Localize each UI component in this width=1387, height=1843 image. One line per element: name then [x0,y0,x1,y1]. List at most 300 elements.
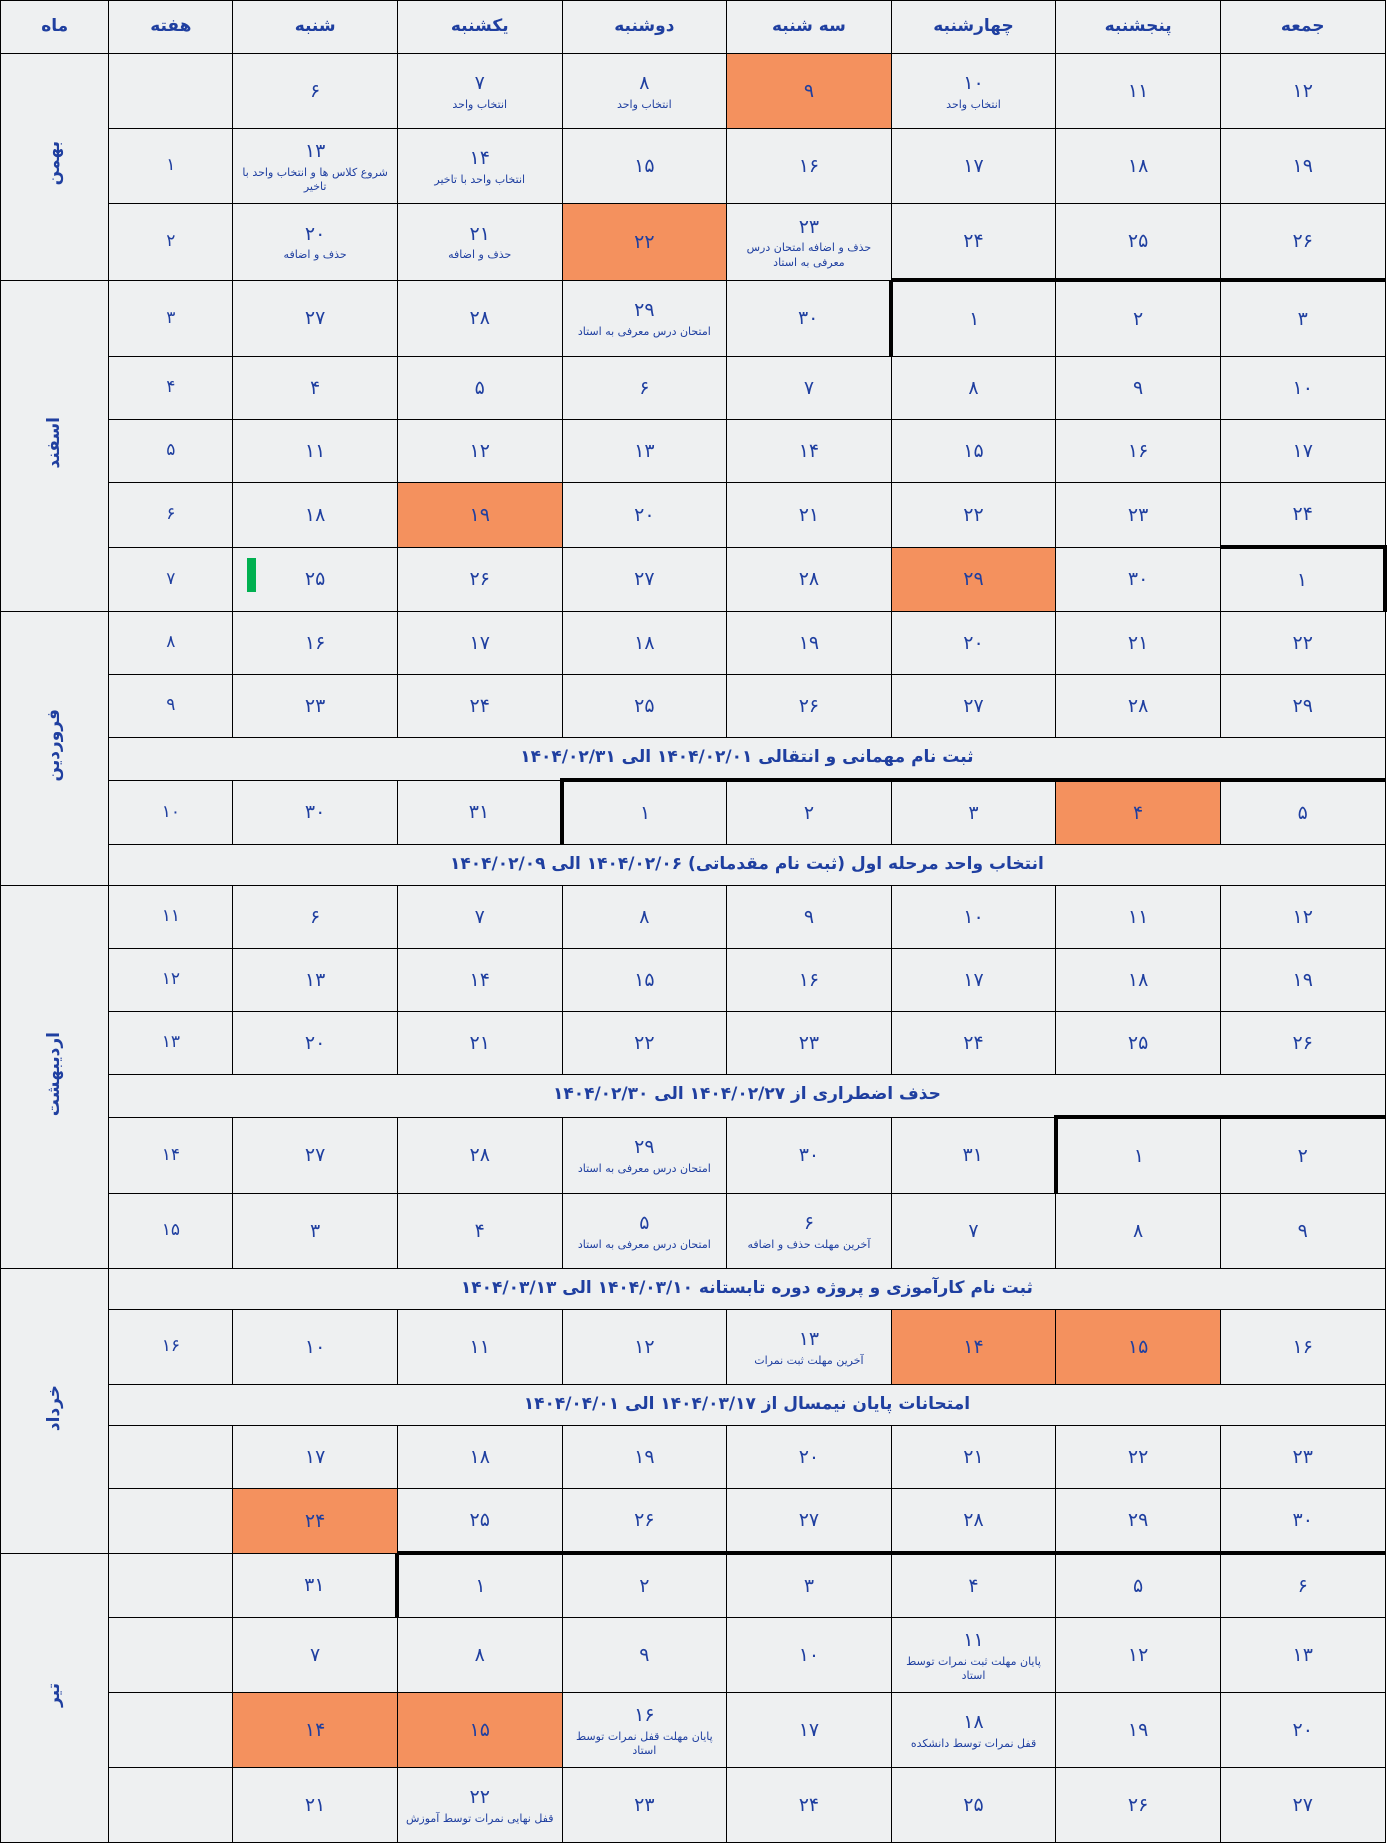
event-band-row [1,1269,1386,1310]
day-number: ۲۷ [963,695,984,718]
day-cell [1056,1012,1221,1075]
day-number: ۳ [968,802,979,825]
day-cell [891,129,1056,204]
day-number: ۱۶ [1292,1336,1313,1359]
day-cell [727,420,892,483]
month-label-esfand [1,280,109,612]
day-cell [1220,612,1385,675]
day-number: ۸ [474,1644,485,1667]
day-number: ۲۲ [634,230,655,253]
day-number: ۱۰ [1292,377,1313,400]
day-number: ۱۲ [1292,80,1313,103]
day-cell [891,1768,1056,1843]
day-cell [1220,1489,1385,1554]
day-number: ۹ [803,80,815,103]
day-number: ۱۷ [1292,440,1313,463]
calendar-week-row [1,1489,1386,1554]
event-band-row [1,1075,1386,1118]
header-day-wednesday: چهارشنبه [891,1,1056,54]
day-note: قفل نهایی نمرات توسط آموزش [405,1811,554,1825]
day-number: ۲۹ [1127,1509,1149,1532]
day-cell [727,612,892,675]
day-number: ۲۱ [798,503,820,526]
day-cell [891,1693,1056,1768]
day-number: ۱۹ [469,503,490,526]
day-number: ۲۴ [469,695,490,718]
day-number: ۲۵ [469,1509,490,1532]
day-number: ۸ [639,71,650,94]
week-number: ۶ [109,483,233,548]
day-number: ۲۰ [798,1446,820,1469]
day-number: ۲۵ [304,568,326,591]
header-day-saturday: شنبه [233,1,398,54]
calendar-week-row [1,949,1386,1012]
event-band-entekhab_vahed: انتخاب واحد مرحله اول (ثبت نام مقدماتی) ۱۴۰۴/۰۲/۰۶ الی ۱۴۰۴/۰۲/۰۹ [109,845,1385,886]
day-cell [562,612,727,675]
day-cell [562,1618,727,1693]
day-cell [727,129,892,204]
day-number: ۱۰ [963,906,984,929]
day-cell [1220,949,1385,1012]
day-cell [891,949,1056,1012]
day-cell [1056,1553,1221,1618]
day-cell [233,357,398,420]
day-number: ۲۷ [634,568,655,591]
day-cell [727,1426,892,1489]
day-cell [1220,886,1385,949]
day-number: ۲۸ [963,1509,984,1532]
day-note: امتحان درس معرفی به استاد [577,1161,711,1175]
day-cell [562,547,727,612]
day-note: پایان مهلت ثبت نمرات توسط استاد [906,1654,1041,1682]
day-cell [891,1310,1056,1385]
day-number: ۱۶ [1127,440,1149,463]
day-cell [562,1310,727,1385]
day-cell [397,1553,562,1618]
month-text: خرداد [44,1384,65,1431]
day-cell [891,780,1056,845]
day-number: ۲۲ [469,1785,490,1808]
day-cell [562,54,727,129]
table-header-row [1,1,1386,54]
day-number: ۱۹ [634,1446,655,1469]
day-cell [1056,612,1221,675]
header-day-sunday: یکشنبه [397,1,562,54]
day-number: ۸ [1133,1220,1144,1243]
day-cell [233,1117,398,1194]
day-cell [891,1489,1056,1554]
day-note: قفل نمرات توسط دانشکده [910,1736,1037,1750]
day-cell [397,949,562,1012]
day-cell [562,886,727,949]
day-cell [1056,949,1221,1012]
day-cell [562,780,727,845]
month-label-tir [1,1553,109,1843]
day-cell [233,1310,398,1385]
month-text: فروردین [44,709,65,782]
day-number: ۱ [1296,569,1308,592]
day-cell [1220,1768,1385,1843]
day-number: ۳۱ [304,1574,325,1597]
day-number: ۲۱ [304,1794,326,1817]
day-number: ۱۲ [469,440,490,463]
day-note: امتحان درس معرفی به استاد [577,1237,711,1251]
day-cell [1220,420,1385,483]
day-number: ۱۴ [304,1719,326,1742]
day-cell [891,547,1056,612]
day-number: ۱ [969,308,980,331]
month-label-ordibehesht [1,886,109,1269]
day-number: ۱۳ [634,440,655,463]
day-number: ۱۳ [1292,1644,1313,1667]
day-cell [1220,1618,1385,1693]
day-cell [727,675,892,738]
day-cell [397,483,562,548]
calendar-week-row [1,612,1386,675]
day-number: ۲۳ [1292,1446,1313,1469]
day-cell [1056,1426,1221,1489]
day-cell [233,547,398,612]
day-number: ۹ [1297,1220,1308,1243]
day-cell [891,675,1056,738]
green-marker-icon [247,558,256,592]
day-number: ۲۲ [1292,632,1313,655]
day-cell [397,547,562,612]
calendar-body [1,54,1386,1843]
day-number: ۴ [474,1220,485,1243]
day-cell [397,612,562,675]
event-band-row [1,738,1386,781]
week-number [109,1553,233,1618]
day-number: ۱۹ [1292,969,1313,992]
day-number: ۱۷ [469,632,490,655]
day-cell [891,1618,1056,1693]
week-number [109,1426,233,1489]
day-number: ۱۸ [304,503,326,526]
day-cell [1056,1618,1221,1693]
day-cell [562,1012,727,1075]
day-note: شروع کلاس ها و انتخاب واحد با تاخیر [242,165,388,193]
day-number: ۲۵ [1127,230,1149,253]
day-number: ۲۰ [634,503,655,526]
week-number: ۱۴ [109,1117,233,1194]
day-cell [1056,780,1221,845]
calendar-week-row [1,780,1386,845]
day-cell [233,612,398,675]
day-number: ۵ [1297,802,1308,825]
day-number: ۱۰ [798,1644,820,1667]
day-number: ۶ [310,906,321,929]
day-cell [233,1618,398,1693]
day-cell [397,1768,562,1843]
day-cell [727,357,892,420]
day-cell [1220,204,1385,281]
day-cell [891,1194,1056,1269]
day-cell [727,1489,892,1554]
day-number: ۲۶ [1127,1794,1149,1817]
calendar-week-row [1,280,1386,357]
day-number: ۸ [639,906,650,929]
day-number: ۲۳ [1127,503,1149,526]
day-number: ۲۸ [469,1144,490,1167]
day-number: ۲۸ [798,568,820,591]
day-number: ۱۰ [963,71,984,94]
day-cell [727,1012,892,1075]
month-text: اردیبهشت [44,1031,65,1116]
day-number: ۲۴ [1292,503,1313,526]
day-cell [891,1117,1056,1194]
day-cell [1220,1194,1385,1269]
week-number: ۵ [109,420,233,483]
day-number: ۲۱ [1127,632,1149,655]
day-number: ۱۲ [634,1336,655,1359]
day-number: ۱۰ [304,1336,326,1359]
week-number: ۴ [109,357,233,420]
week-number: ۱ [109,129,233,204]
day-number: ۲۴ [963,1032,984,1055]
day-note: انتخاب واحد [616,97,672,111]
month-text: بهمن [44,141,65,186]
day-cell [1220,1012,1385,1075]
day-cell [562,483,727,548]
header-week: هفته [109,1,233,54]
day-cell [727,483,892,548]
day-note: آخرین مهلت حذف و اضافه [747,1237,871,1251]
header-day-monday: دوشنبه [562,1,727,54]
day-cell [233,886,398,949]
day-cell [891,357,1056,420]
day-cell [233,675,398,738]
day-cell [233,1012,398,1075]
day-cell [1056,1489,1221,1554]
day-cell [233,54,398,129]
day-number: ۲۰ [304,1032,326,1055]
day-note: انتخاب واحد با تاخیر [434,172,526,186]
day-cell [233,129,398,204]
day-cell [1220,483,1385,548]
day-note: حذف و اضافه امتحان درس معرفی به استاد [746,241,872,269]
day-cell [233,483,398,548]
day-number: ۲۷ [1292,1794,1313,1817]
event-band-hazf_ezterari: حذف اضطراری از ۱۴۰۴/۰۲/۲۷ الی ۱۴۰۴/۰۲/۳۰ [109,1075,1385,1118]
week-number [109,54,233,129]
day-number: ۲۲ [963,503,984,526]
day-number: ۵ [474,377,485,400]
calendar-week-row [1,420,1386,483]
day-number: ۲۶ [634,1509,655,1532]
day-cell [233,1768,398,1843]
day-number: ۲۱ [963,1446,984,1469]
day-cell [1056,1194,1221,1269]
calendar-week-row [1,54,1386,129]
day-number: ۱۲ [1292,906,1313,929]
day-number: ۱۸ [634,632,655,655]
calendar-week-row [1,1310,1386,1385]
day-cell [562,204,727,281]
day-number: ۱۵ [634,155,655,178]
day-number: ۶ [803,1211,815,1234]
calendar-week-row [1,1194,1386,1269]
day-cell [397,780,562,845]
day-number: ۵ [639,1211,650,1234]
day-number: ۲۷ [798,1509,820,1532]
day-cell [1056,1117,1221,1194]
day-cell [1056,547,1221,612]
event-band-emtehanat: امتحانات پایان نیمسال از ۱۴۰۴/۰۳/۱۷ الی ۱۴۰۴/۰۴/۰۱ [109,1385,1385,1426]
calendar-week-row [1,1553,1386,1618]
day-number: ۶ [1297,1575,1308,1598]
day-number: ۱۳ [304,139,326,162]
month-text: اسفند [44,416,65,469]
day-cell [562,1693,727,1768]
day-number: ۷ [968,1220,979,1243]
day-cell [1220,54,1385,129]
day-note: حذف و اضافه [283,248,347,262]
day-cell [397,54,562,129]
day-note: امتحان درس معرفی به استاد [577,324,711,338]
day-number: ۲۳ [634,1794,655,1817]
day-cell [562,949,727,1012]
day-cell [562,1194,727,1269]
day-cell [233,949,398,1012]
event-band-mehmani: ثبت نام مهمانی و انتقالی ۱۴۰۴/۰۲/۰۱ الی ۱۴۰۴/۰۲/۳۱ [109,738,1385,781]
day-cell [727,54,892,129]
week-number: ۳ [109,280,233,357]
day-number: ۱۴ [469,969,490,992]
day-cell [562,1426,727,1489]
day-note: آخرین مهلت ثبت نمرات [754,1353,864,1367]
day-cell [397,1012,562,1075]
day-cell [562,1489,727,1554]
day-number: ۱۶ [798,969,820,992]
day-number: ۱۵ [1127,1336,1149,1359]
day-cell [397,420,562,483]
day-number: ۷ [310,1644,321,1667]
day-cell [1220,780,1385,845]
day-number: ۱۱ [1127,80,1149,103]
day-number: ۱ [1133,1145,1144,1168]
month-label-farvardin [1,612,109,886]
day-cell [233,780,398,845]
day-cell [727,204,892,281]
day-cell [397,1194,562,1269]
calendar-week-row [1,1426,1386,1489]
day-cell [1220,1310,1385,1385]
month-text: تیر [44,1682,65,1707]
event-band-karamoozi: ثبت نام کارآموزی و پروژه دوره تابستانه ۱۴۰۴/۰۳/۱۰ الی ۱۴۰۴/۰۳/۱۳ [109,1269,1385,1310]
day-cell [233,1426,398,1489]
day-number: ۱۳ [304,969,326,992]
day-cell [562,1117,727,1194]
header-day-friday: جمعه [1220,1,1385,54]
day-cell [397,129,562,204]
calendar-week-row [1,129,1386,204]
day-note: انتخاب واحد [452,97,508,111]
day-number: ۲۰ [1292,1719,1313,1742]
day-number: ۲۳ [798,1032,820,1055]
day-number: ۱۸ [469,1446,490,1469]
week-number: ۱۲ [109,949,233,1012]
day-number: ۲ [639,1575,650,1598]
day-cell [727,1194,892,1269]
day-cell [1056,483,1221,548]
day-cell [397,357,562,420]
day-number: ۱۷ [798,1719,820,1742]
day-number: ۲۱ [469,1032,490,1055]
day-number: ۱۸ [1127,969,1149,992]
week-number: ۱۵ [109,1194,233,1269]
day-number: ۱۵ [634,969,655,992]
month-label-bahman [1,54,109,281]
day-cell [233,420,398,483]
day-cell [397,204,562,281]
day-number: ۹ [803,906,815,929]
day-cell [562,357,727,420]
day-number: ۲۶ [798,695,820,718]
day-cell [891,886,1056,949]
calendar-week-row [1,1768,1386,1843]
week-number: ۷ [109,547,233,612]
calendar-week-row [1,886,1386,949]
day-cell [1056,129,1221,204]
day-number: ۱۴ [963,1336,984,1359]
day-number: ۳۰ [1127,568,1149,591]
day-number: ۲۸ [469,307,490,330]
day-cell [1056,280,1221,357]
month-label-khordad [1,1269,109,1554]
day-cell [1056,675,1221,738]
day-note: پایان مهلت قفل نمرات توسط استاد [575,1729,713,1757]
day-number: ۱۷ [963,969,984,992]
calendar-week-row [1,675,1386,738]
day-number: ۲۶ [469,568,490,591]
calendar-week-row [1,204,1386,281]
day-cell [397,280,562,357]
event-band-row [1,1385,1386,1426]
day-cell [1056,1768,1221,1843]
day-cell [891,1012,1056,1075]
calendar-week-row [1,357,1386,420]
day-number: ۲۲ [634,1032,655,1055]
day-number: ۳۰ [1292,1509,1313,1532]
day-cell [891,1426,1056,1489]
day-number: ۳ [1297,308,1308,331]
day-cell [1220,129,1385,204]
day-number: ۲۹ [634,1136,655,1159]
week-number: ۲ [109,204,233,281]
day-number: ۲۰ [304,222,326,245]
day-number: ۲۰ [963,632,984,655]
header-day-tuesday: سه شنبه [727,1,892,54]
day-number: ۱۵ [469,1719,490,1742]
day-cell [727,949,892,1012]
day-cell [562,675,727,738]
day-number: ۱۷ [963,155,984,178]
day-number: ۷ [474,71,485,94]
day-cell [562,280,727,357]
calendar-week-row [1,1012,1386,1075]
day-number: ۱۲ [1127,1644,1149,1667]
day-number: ۷ [803,377,815,400]
day-number: ۳ [803,1575,815,1598]
day-cell [1056,204,1221,281]
day-cell [233,204,398,281]
day-cell [397,1489,562,1554]
day-cell [891,483,1056,548]
day-number: ۸ [968,377,979,400]
day-number: ۲۲ [1127,1446,1149,1469]
day-cell [727,547,892,612]
